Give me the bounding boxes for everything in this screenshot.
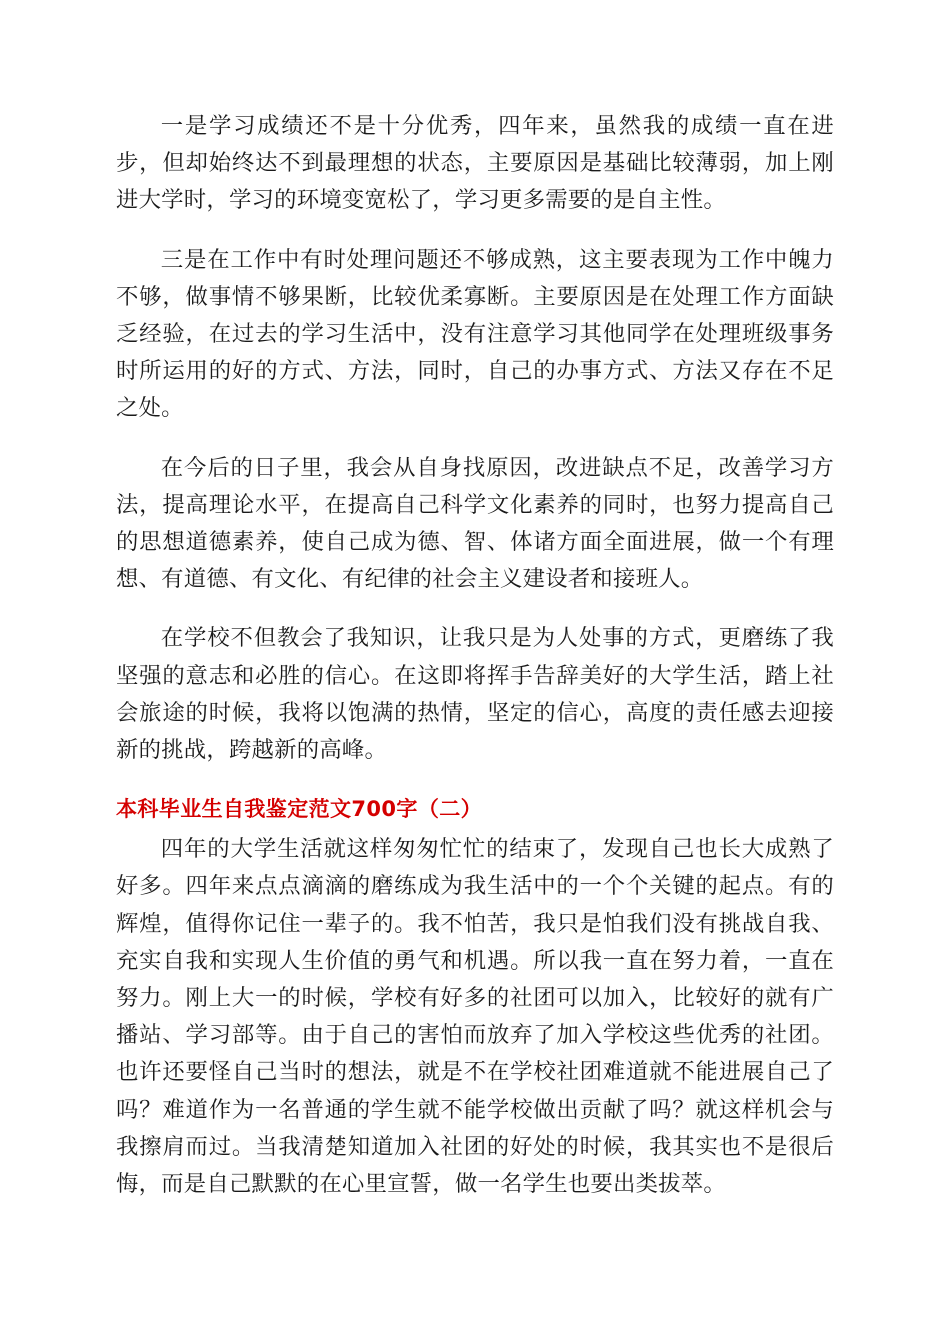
section-heading: 本科毕业生自我鉴定范文700字（二） <box>116 797 483 822</box>
document-body <box>116 108 834 1203</box>
paragraph-future-plan: 在今后的日子里，我会从自身找原因，改进缺点不足，改善学习方法，提高理论水平，在提高自己科学文化素养的同时，也努力提高自己的思想道德素养，使自己成为德、智、体诸方面全面进展，做一个有理想、有道德、有文化、有纪律的社会主义建设者和接班人。 <box>116 454 834 593</box>
paragraph-weakness-study: 一是学习成绩还不是十分优秀，四年来，虽然我的成绩一直在进步，但却始终达不到最理想的状态，主要原因是基础比较薄弱，加上刚进大学时，学习的环境变宽松了，学习更多需要的是自主性。 <box>116 113 834 214</box>
paragraph-college-life: 四年的大学生活就这样匆匆忙忙的结束了，发现自己也长大成熟了好多。四年来点点滴滴的磨练成为我生活中的一个个关键的起点。有的辉煌，值得你记住一辈子的。我不怕苦，我只是怕我们没有挑战自我、充实自我和实现人生价值的勇气和机遇。所以我一直在努力着，一直在努力。刚上大一的时候，学校有好多的社团可以加入，比较好的就有广播站、学习部等。由于自己的害怕而放弃了加入学校这些优秀的社团。也许还要怪自己当时的想法，就是不在学校社团难道就不能进展自己了吗？难道作为一名普通的学生就不能学校做出贡献了吗？就这样机会与我擦肩而过。当我清楚知道加入社团的好处的时候，我其实也不是很后悔，而是自己默默的在心里宣誓，做一名学生也要出类拔萃。 <box>116 836 834 1198</box>
paragraph-weakness-work: 三是在工作中有时处理问题还不够成熟，这主要表现为工作中魄力不够，做事情不够果断，比较优柔寡断。主要原因是在处理工作方面缺乏经验，在过去的学习生活中，没有注意学习其他同学在处理班级事务时所运用的好的方式、方法，同时，自己的办事方式、方法又存在不足之处。 <box>116 246 834 422</box>
paragraph-conclusion: 在学校不但教会了我知识，让我只是为人处事的方式，更磨练了我坚强的意志和必胜的信心。在这即将挥手告辞美好的大学生活，踏上社会旅途的时候，我将以饱满的热情，坚定的信心，高度的责任感去迎接新的挑战，跨越新的高峰。 <box>116 625 834 764</box>
